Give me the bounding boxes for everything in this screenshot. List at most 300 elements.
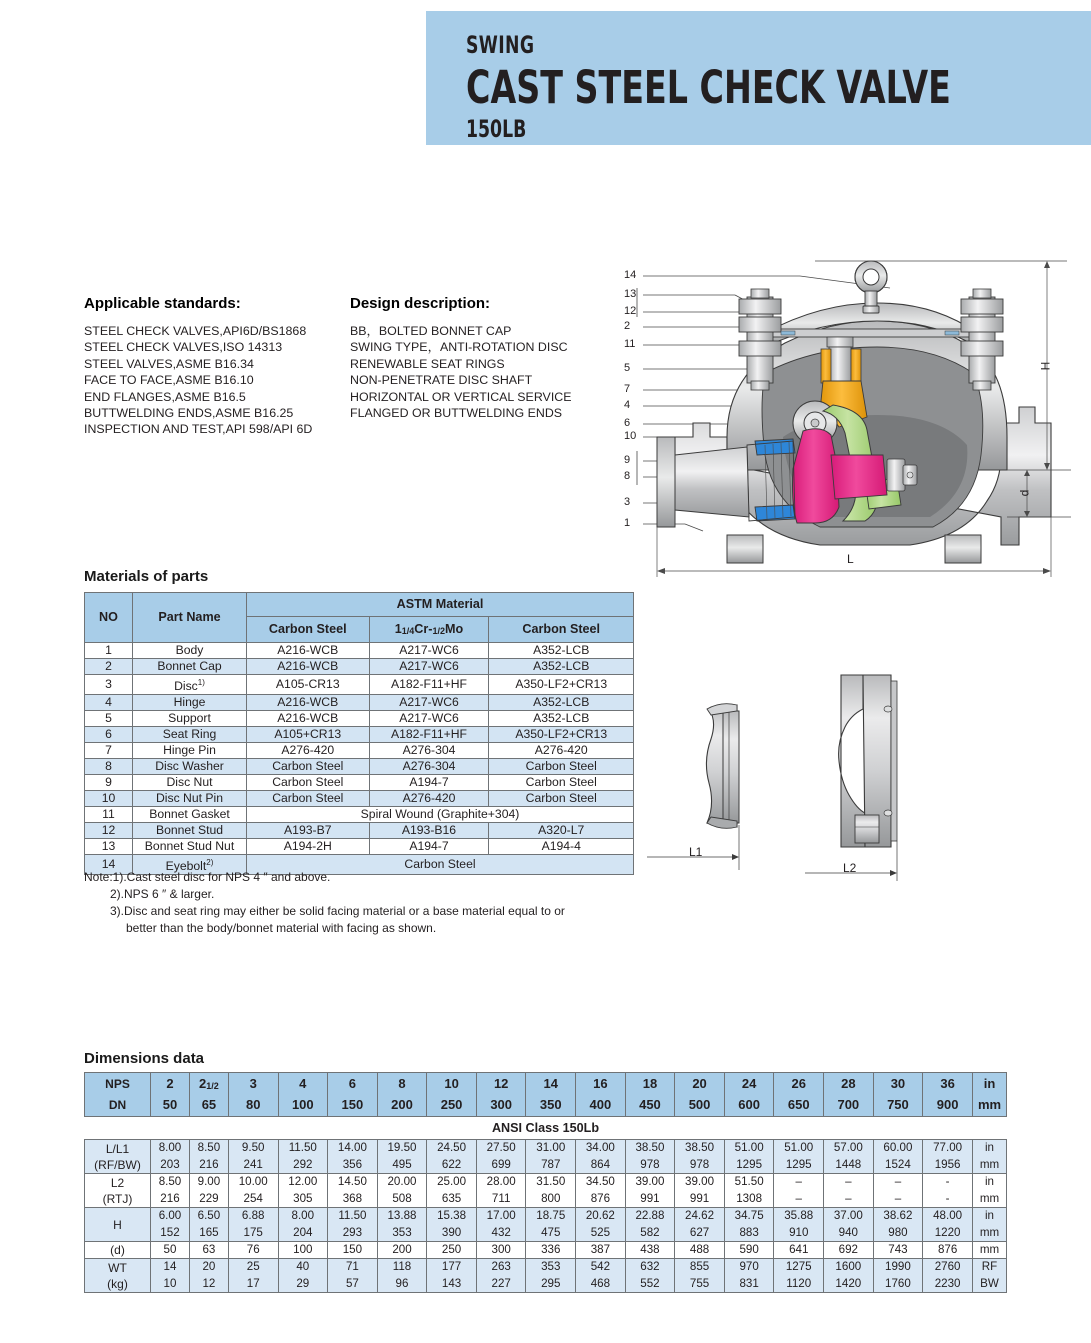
- design-item: HORIZONTAL OR VERTICAL SERVICE: [350, 389, 572, 404]
- cell-value: 76: [228, 1242, 278, 1259]
- cell-material-2: A276-304: [369, 743, 489, 759]
- header-dn-500: 500: [675, 1095, 725, 1117]
- table-row: [85, 711, 634, 727]
- table-row: [85, 695, 634, 711]
- cell-value: 118: [377, 1259, 427, 1276]
- table-row: [85, 1140, 1007, 1157]
- header-nps-600: 24: [724, 1073, 774, 1095]
- note-line-3: 3).Disc and seat ring may either be solid facing material or a base material equal to or: [110, 904, 565, 918]
- cell-value: 978: [675, 1157, 725, 1174]
- cell-value: 387: [576, 1242, 626, 1259]
- header-nps-100: 4: [278, 1073, 328, 1095]
- callout-10: 10: [624, 430, 637, 442]
- header-astm-material: ASTM Material: [247, 593, 634, 617]
- standards-item: INSPECTION AND TEST,API 598/API 6D: [84, 422, 313, 437]
- cell-material-1: Carbon Steel: [247, 775, 370, 791]
- header-nps-80: 3: [228, 1073, 278, 1095]
- cell-material-span: Carbon Steel: [247, 855, 634, 875]
- cell-value: 800: [526, 1191, 576, 1208]
- cell-value: 77.00: [923, 1140, 973, 1157]
- row-label: L2 (RTJ): [85, 1174, 151, 1208]
- cell-value: –: [873, 1174, 923, 1191]
- table-row: [85, 775, 634, 791]
- standards-title: Applicable standards:: [84, 295, 241, 312]
- header-dn-600: 600: [724, 1095, 774, 1117]
- cell-value: 152: [151, 1225, 190, 1242]
- cell-value: 6.00: [151, 1208, 190, 1225]
- cell-value: 692: [824, 1242, 874, 1259]
- table-row: [85, 1225, 1007, 1242]
- cell-part-name: Disc Nut: [133, 775, 247, 791]
- callout-14: 14: [624, 269, 637, 281]
- cell-value: 1956: [923, 1157, 973, 1174]
- cell-unit: mm: [973, 1242, 1007, 1259]
- cell-value: 9.50: [228, 1140, 278, 1157]
- cell-value: 305: [278, 1191, 328, 1208]
- cell-part-name: Eyebolt$^{2)}$: [133, 855, 247, 875]
- cell-value: 28.00: [476, 1174, 526, 1191]
- cell-value: 438: [625, 1242, 675, 1259]
- cell-value: 508: [377, 1191, 427, 1208]
- cell-value: 216: [189, 1157, 228, 1174]
- cell-value: 475: [526, 1225, 576, 1242]
- cell-value: 876: [576, 1191, 626, 1208]
- cell-no: 2: [85, 659, 133, 675]
- cell-value: 254: [228, 1191, 278, 1208]
- cell-material-2: A217-WC6: [369, 695, 489, 711]
- callout-5: 5: [624, 362, 631, 374]
- cell-value: 19.50: [377, 1140, 427, 1157]
- cell-value: 353: [526, 1259, 576, 1276]
- cell-material-1: A193-B7: [247, 823, 370, 839]
- cell-value: 1990: [873, 1259, 923, 1276]
- cell-material-3: A350-LF2+CR13: [489, 675, 634, 695]
- cell-value: 48.00: [923, 1208, 973, 1225]
- cell-value: 711: [476, 1191, 526, 1208]
- cell-material-1: A105+CR13: [247, 727, 370, 743]
- cell-value: 552: [625, 1276, 675, 1293]
- cell-material-2: A194-7: [369, 775, 489, 791]
- cell-part-name: Disc$^{1)}$: [133, 675, 247, 695]
- cell-value: 216: [151, 1191, 190, 1208]
- cell-value: 100: [278, 1242, 328, 1259]
- cell-value: –: [824, 1174, 874, 1191]
- cell-material-1: A105-CR13: [247, 675, 370, 695]
- cell-value: -: [923, 1191, 973, 1208]
- cell-value: 13.88: [377, 1208, 427, 1225]
- dimensions-table-head: [85, 1073, 1007, 1117]
- cell-material-2: A194-7: [369, 839, 489, 855]
- header-material-col-1: Carbon Steel: [247, 617, 370, 643]
- cell-value: 57.00: [824, 1140, 874, 1157]
- cell-part-name: Disc Nut Pin: [133, 791, 247, 807]
- cell-value: 177: [427, 1259, 477, 1276]
- header-dn-label: DN: [85, 1095, 151, 1117]
- cell-material-3: A352-LCB: [489, 711, 634, 727]
- header-dn-150: 150: [328, 1095, 378, 1117]
- note-line-2: 2).NPS 6 ″ & larger.: [110, 887, 215, 901]
- header-unit-in: in: [973, 1073, 1007, 1095]
- cell-part-name: Support: [133, 711, 247, 727]
- cell-value: 34.00: [576, 1140, 626, 1157]
- table-row: [85, 839, 634, 855]
- header-nps-label: NPS: [85, 1073, 151, 1095]
- header-nps-450: 18: [625, 1073, 675, 1095]
- cell-value: 1295: [724, 1157, 774, 1174]
- cell-value: 1448: [824, 1157, 874, 1174]
- cell-no: 5: [85, 711, 133, 727]
- cell-value: 980: [873, 1225, 923, 1242]
- design-item: FLANGED OR BUTTWELDING ENDS: [350, 406, 563, 421]
- ansi-class-label: ANSI Class 150Lb: [85, 1117, 1007, 1140]
- valve-section-svg: [615, 255, 1091, 585]
- callout-9: 9: [624, 454, 631, 466]
- cell-value: 38.50: [625, 1140, 675, 1157]
- cell-value: –: [774, 1174, 824, 1191]
- header-nps-150: 6: [328, 1073, 378, 1095]
- cell-value: 10: [151, 1276, 190, 1293]
- cell-value: 755: [675, 1276, 725, 1293]
- cell-value: 20.00: [377, 1174, 427, 1191]
- design-description-section: [350, 295, 630, 421]
- cell-value: 368: [328, 1191, 378, 1208]
- row-label: (d): [85, 1242, 151, 1259]
- table-row: [85, 1191, 1007, 1208]
- cell-material-2: A182-F11+HF: [369, 727, 489, 743]
- header-nps-900: 36: [923, 1073, 973, 1095]
- header-no: NO: [85, 593, 133, 643]
- dimensions-table-body: [85, 1117, 1007, 1293]
- cell-no: 1: [85, 643, 133, 659]
- standards-item: END FLANGES,ASME B16.5: [84, 389, 246, 404]
- row-label: WT (kg): [85, 1259, 151, 1293]
- cell-value: 978: [625, 1157, 675, 1174]
- cell-value: 34.50: [576, 1174, 626, 1191]
- cell-value: 263: [476, 1259, 526, 1276]
- cell-value: 37.00: [824, 1208, 874, 1225]
- cell-value: 787: [526, 1157, 576, 1174]
- table-row: [85, 643, 634, 659]
- table-row: [85, 659, 634, 675]
- cell-material-1: Carbon Steel: [247, 791, 370, 807]
- header-subtitle-top: SWING: [466, 31, 535, 59]
- cell-part-name: Bonnet Stud: [133, 823, 247, 839]
- cell-value: 1760: [873, 1276, 923, 1293]
- cell-value: 31.00: [526, 1140, 576, 1157]
- cell-value: 432: [476, 1225, 526, 1242]
- design-item: NON-PENETRATE DISC SHAFT: [350, 373, 533, 388]
- header-dn-900: 900: [923, 1095, 973, 1117]
- header-nps-300: 12: [476, 1073, 526, 1095]
- cell-value: 10.00: [228, 1174, 278, 1191]
- callout-8: 8: [624, 470, 631, 482]
- header-unit-mm: mm: [973, 1095, 1007, 1117]
- cell-part-name: Hinge Pin: [133, 743, 247, 759]
- cell-value: –: [774, 1191, 824, 1208]
- cell-value: 292: [278, 1157, 328, 1174]
- cell-value: 991: [675, 1191, 725, 1208]
- cell-value: 1420: [824, 1276, 874, 1293]
- cell-part-name: Bonnet Cap: [133, 659, 247, 675]
- dimension-label-L: L: [847, 552, 854, 566]
- cell-unit: in: [973, 1208, 1007, 1225]
- header-dn-250: 250: [427, 1095, 477, 1117]
- header-nps-350: 14: [526, 1073, 576, 1095]
- dimensions-header-dn-row: [85, 1095, 1007, 1117]
- standards-item: FACE TO FACE,ASME B16.10: [84, 373, 254, 388]
- cell-value: 293: [328, 1225, 378, 1242]
- cell-value: 2230: [923, 1276, 973, 1293]
- cell-value: 8.00: [278, 1208, 328, 1225]
- cell-value: 1120: [774, 1276, 824, 1293]
- cell-value: –: [824, 1191, 874, 1208]
- dimensions-data-table: [84, 1072, 1007, 1293]
- materials-notes: [84, 869, 644, 937]
- cell-value: 864: [576, 1157, 626, 1174]
- cell-value: 635: [427, 1191, 477, 1208]
- cell-part-name: Seat Ring: [133, 727, 247, 743]
- cell-material-2: A276-420: [369, 791, 489, 807]
- cell-value: 96: [377, 1276, 427, 1293]
- design-item: RENEWABLE SEAT RINGS: [350, 356, 505, 371]
- cell-value: 1524: [873, 1157, 923, 1174]
- cell-value: 27.50: [476, 1140, 526, 1157]
- cell-value: 35.88: [774, 1208, 824, 1225]
- cell-value: 20.62: [576, 1208, 626, 1225]
- cell-value: 229: [189, 1191, 228, 1208]
- header-nps-50: 2: [151, 1073, 190, 1095]
- cell-value: 353: [377, 1225, 427, 1242]
- cell-value: 542: [576, 1259, 626, 1276]
- header-dn-300: 300: [476, 1095, 526, 1117]
- cell-unit: mm: [973, 1191, 1007, 1208]
- cell-no: 11: [85, 807, 133, 823]
- table-row: [85, 1259, 1007, 1276]
- cell-material-1: A216-WCB: [247, 659, 370, 675]
- cell-value: 641: [774, 1242, 824, 1259]
- callout-2: 2: [624, 320, 631, 332]
- cell-no: 3: [85, 675, 133, 695]
- header-dn-50: 50: [151, 1095, 190, 1117]
- materials-table-head: [85, 593, 634, 643]
- header-nps-400: 16: [576, 1073, 626, 1095]
- cell-part-name: Bonnet Stud Nut: [133, 839, 247, 855]
- cell-value: 582: [625, 1225, 675, 1242]
- end-detail-drawings: [645, 665, 975, 890]
- materials-of-parts-table: [84, 592, 634, 875]
- row-label: L/L1 (RF/BW): [85, 1140, 151, 1174]
- table-row: [85, 1208, 1007, 1225]
- cell-value: 15.38: [427, 1208, 477, 1225]
- cell-value: 11.50: [278, 1140, 328, 1157]
- cell-value: 38.50: [675, 1140, 725, 1157]
- cell-value: 18.75: [526, 1208, 576, 1225]
- cell-material-2: A217-WC6: [369, 659, 489, 675]
- cell-no: 7: [85, 743, 133, 759]
- cell-material-2: A182-F11+HF: [369, 675, 489, 695]
- header-dn-100: 100: [278, 1095, 328, 1117]
- cell-value: 8.00: [151, 1140, 190, 1157]
- cell-value: 622: [427, 1157, 477, 1174]
- cell-value: 175: [228, 1225, 278, 1242]
- cell-unit: mm: [973, 1225, 1007, 1242]
- cell-unit: mm: [973, 1157, 1007, 1174]
- materials-title: Materials of parts: [84, 568, 209, 585]
- header-dn-700: 700: [824, 1095, 874, 1117]
- cell-part-note: 1): [197, 678, 205, 687]
- callout-7: 7: [624, 383, 631, 395]
- cell-value: 336: [526, 1242, 576, 1259]
- cell-no: 10: [85, 791, 133, 807]
- standards-item: STEEL CHECK VALVES,ISO 14313: [84, 340, 283, 355]
- design-item: BB，BOLTED BONNET CAP: [350, 324, 512, 338]
- cell-value: 356: [328, 1157, 378, 1174]
- cell-part-name: Body: [133, 643, 247, 659]
- cell-material-3: A194-4: [489, 839, 634, 855]
- cell-part-name: Hinge: [133, 695, 247, 711]
- cell-value: 699: [476, 1157, 526, 1174]
- cell-material-3: A276-420: [489, 743, 634, 759]
- cell-value: 241: [228, 1157, 278, 1174]
- callout-12: 12: [624, 305, 637, 317]
- cell-value: 295: [526, 1276, 576, 1293]
- cell-value: 38.62: [873, 1208, 923, 1225]
- header-nps-250: 10: [427, 1073, 477, 1095]
- table-row: [85, 1157, 1007, 1174]
- design-title: Design description:: [350, 295, 491, 312]
- ansi-class-row: [85, 1117, 1007, 1140]
- cell-value: 29: [278, 1276, 328, 1293]
- table-row: [85, 807, 634, 823]
- cell-value: 25.00: [427, 1174, 477, 1191]
- valve-cutaway-drawing: [615, 255, 1091, 585]
- cell-no: 4: [85, 695, 133, 711]
- cell-value: 40: [278, 1259, 328, 1276]
- cell-unit: in: [973, 1174, 1007, 1191]
- header-dn-65: 65: [189, 1095, 228, 1117]
- cell-value: 31.50: [526, 1174, 576, 1191]
- cell-value: 300: [476, 1242, 526, 1259]
- cell-no: 8: [85, 759, 133, 775]
- cell-value: 17.00: [476, 1208, 526, 1225]
- cell-value: 855: [675, 1259, 725, 1276]
- cell-material-1: Carbon Steel: [247, 759, 370, 775]
- cell-value: 165: [189, 1225, 228, 1242]
- header-nps-650: 26: [774, 1073, 824, 1095]
- cell-material-2: A217-WC6: [369, 711, 489, 727]
- cell-value: 60.00: [873, 1140, 923, 1157]
- cell-value: 876: [923, 1242, 973, 1259]
- cell-no: 6: [85, 727, 133, 743]
- cell-unit: in: [973, 1140, 1007, 1157]
- cell-material-3: A352-LCB: [489, 643, 634, 659]
- callout-13: 13: [624, 288, 637, 300]
- cell-material-2: A193-B16: [369, 823, 489, 839]
- cell-value: 39.00: [625, 1174, 675, 1191]
- cell-no: 13: [85, 839, 133, 855]
- cell-value: 910: [774, 1225, 824, 1242]
- cell-value: 12: [189, 1276, 228, 1293]
- header-part-name: Part Name: [133, 593, 247, 643]
- cell-no: 14: [85, 855, 133, 875]
- cell-material-1: A216-WCB: [247, 695, 370, 711]
- cell-value: 1600: [824, 1259, 874, 1276]
- cell-value: 9.00: [189, 1174, 228, 1191]
- cell-value: 17: [228, 1276, 278, 1293]
- header-material-col-2: [369, 617, 489, 643]
- cell-material-3: Carbon Steel: [489, 759, 634, 775]
- header-material-col-3: Carbon Steel: [489, 617, 634, 643]
- page-title: CAST STEEL CHECK VALVE: [466, 61, 951, 114]
- table-row: [85, 1276, 1007, 1293]
- cell-value: 51.50: [724, 1174, 774, 1191]
- table-row: [85, 727, 634, 743]
- table-row: [85, 743, 634, 759]
- cell-unit: BW: [973, 1276, 1007, 1293]
- table-row: [85, 823, 634, 839]
- cell-material-2: A217-WC6: [369, 643, 489, 659]
- cell-value: 14: [151, 1259, 190, 1276]
- standards-item: STEEL VALVES,ASME B16.34: [84, 356, 254, 371]
- cell-value: 831: [724, 1276, 774, 1293]
- cell-material-1: A194-2H: [247, 839, 370, 855]
- materials-header-row-1: [85, 593, 634, 617]
- cell-value: 6.50: [189, 1208, 228, 1225]
- cell-value: 632: [625, 1259, 675, 1276]
- note-line-1: Note:1).Cast steel disc for NPS 4 ″ and above.: [84, 870, 331, 884]
- cell-material-1: A276-420: [247, 743, 370, 759]
- header-dn-400: 400: [576, 1095, 626, 1117]
- header-dn-80: 80: [228, 1095, 278, 1117]
- cell-value: 24.62: [675, 1208, 725, 1225]
- table-row: [85, 1242, 1007, 1259]
- cell-material-3: Carbon Steel: [489, 775, 634, 791]
- materials-table-body: [85, 643, 634, 875]
- cell-value: 1220: [923, 1225, 973, 1242]
- table-row: [85, 791, 634, 807]
- design-item: SWING TYPE，ANTI-ROTATION DISC: [350, 340, 568, 355]
- cell-value: 743: [873, 1242, 923, 1259]
- cell-value: 488: [675, 1242, 725, 1259]
- cell-material-1: A216-WCB: [247, 711, 370, 727]
- cell-part-name: Bonnet Gasket: [133, 807, 247, 823]
- header-nps-750: 30: [873, 1073, 923, 1095]
- table-row: [85, 675, 634, 695]
- cell-value: 525: [576, 1225, 626, 1242]
- cell-material-3: A352-LCB: [489, 659, 634, 675]
- cell-value: 12.00: [278, 1174, 328, 1191]
- callout-1: 1: [624, 517, 631, 529]
- header-banner: [426, 11, 1091, 145]
- cell-value: 63: [189, 1242, 228, 1259]
- header-dn-650: 650: [774, 1095, 824, 1117]
- cell-material-1: A216-WCB: [247, 643, 370, 659]
- cell-value: 22.88: [625, 1208, 675, 1225]
- dimension-label-L2: L2: [843, 861, 857, 875]
- cell-value: 590: [724, 1242, 774, 1259]
- material-col2-text: 11/4Cr-1/2Mo: [394, 622, 464, 636]
- cell-value: 204: [278, 1225, 328, 1242]
- header-dn-750: 750: [873, 1095, 923, 1117]
- cell-value: 627: [675, 1225, 725, 1242]
- cell-value: 34.75: [724, 1208, 774, 1225]
- cell-value: 8.50: [189, 1140, 228, 1157]
- cell-part-note: 2): [206, 858, 214, 868]
- cell-unit: RF: [973, 1259, 1007, 1276]
- cell-value: 200: [377, 1242, 427, 1259]
- cell-value: 150: [328, 1242, 378, 1259]
- cell-value: 39.00: [675, 1174, 725, 1191]
